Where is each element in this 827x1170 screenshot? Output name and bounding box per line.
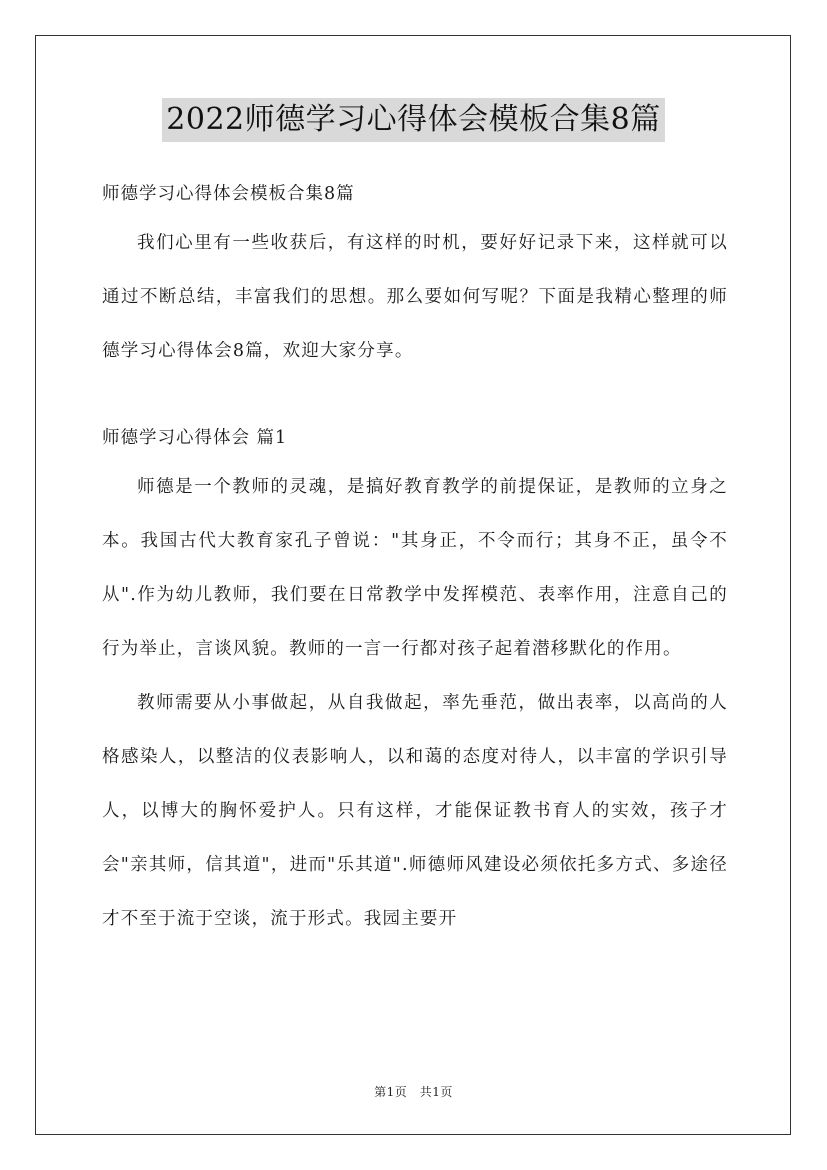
- intro-paragraph: 我们心里有一些收获后，有这样的时机，要好好记录下来，这样就可以通过不断总结，丰富我们的思想。那么要如何写呢？下面是我精心整理的师德学习心得体会8篇，欢迎大家分享。: [102, 233, 728, 361]
- title-container: [0, 98, 827, 142]
- body-paragraph-1: 师德是一个教师的灵魂，是搞好教育教学的前提保证，是教师的立身之本。我国古代大教育家孔子曾说："其身正，不令而行；其身不正，虽令不从".作为幼儿教师，我们要在日常教学中发挥模范、表率作用，注意自己的行为举止，言谈风貌。教师的一言一行都对孩子起着潜移默化的作用。: [102, 477, 728, 659]
- body-paragraph-2: 教师需要从小事做起，从自我做起，率先垂范，做出表率，以高尚的人格感染人，以整洁的仪表影响人，以和蔼的态度对待人，以丰富的学识引导人，以博大的胸怀爱护人。只有这样，才能保证教书育人的实效，孩子才会"亲其师，信其道"，进而"乐其道".师德师风建设必须依托多方式、多途径才不至于流于空谈，流于形式。我园主要开: [102, 693, 728, 929]
- section-heading: 师德学习心得体会 篇1: [102, 428, 288, 448]
- page-number-footer: 第1页 共1页: [374, 1085, 453, 1099]
- document-body: [102, 176, 728, 946]
- document-subtitle: 师德学习心得体会模板合集8篇: [102, 184, 355, 204]
- document-title: 2022师德学习心得体会模板合集8篇: [162, 98, 664, 142]
- spacer: [102, 378, 728, 420]
